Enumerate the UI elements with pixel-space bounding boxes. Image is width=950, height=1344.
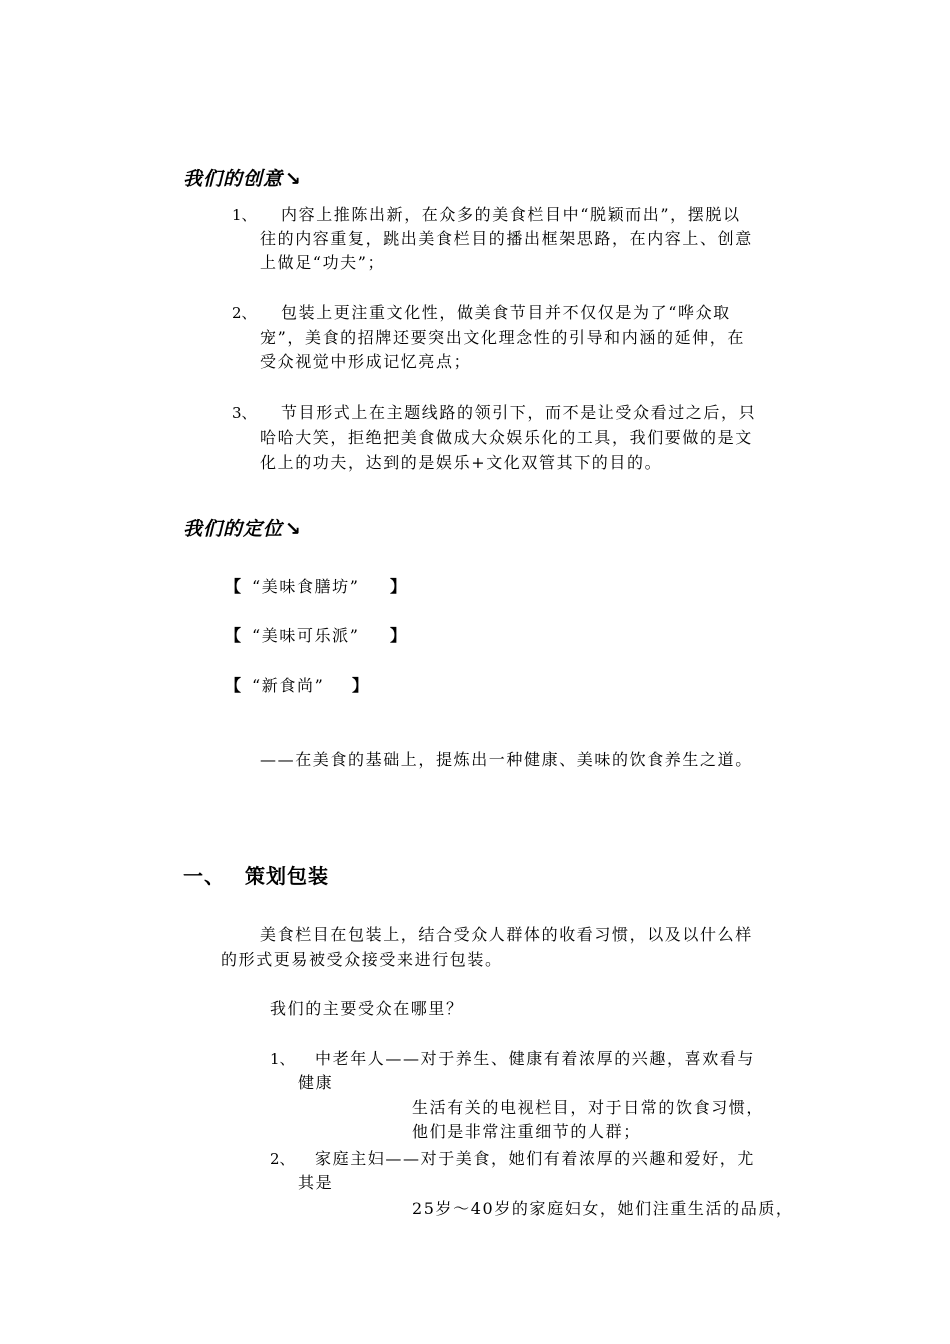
list-item-line: 宠”，美食的招牌还要突出文化理念性的引导和内涵的延伸，在 [260,328,745,347]
list-item-line: 上做足“功夫”； [260,253,386,272]
intro-line: 美食栏目在包装上，结合受众人群体的收看习惯，以及以什么样 [260,925,753,944]
audience-line: 健康 [298,1073,334,1092]
positioning-tagline: ——在美食的基础上，提炼出一种健康、美味的饮食养生之道。 [260,750,753,769]
program-name: “美味可乐派” [252,626,360,645]
close-bracket: 】 [390,626,408,645]
list-item-line: 受众视觉中形成记忆亮点； [260,352,472,371]
list-item-line: 内容上推陈出新，在众多的美食栏目中“脱颖而出”，摆脱以 [281,205,741,224]
list-item-line: 哈哈大笑，拒绝把美食做成大众娱乐化的工具，我们要做的是文 [260,428,753,447]
audience-line: 其是 [298,1173,334,1192]
audience-line: 生活有关的电视栏目，对于日常的饮食习惯， [412,1098,765,1117]
audience-line: 他们是非常注重细节的人群； [412,1122,641,1141]
close-bracket: 】 [390,577,408,596]
audience-line: 中老年人——对于养生、健康有着浓厚的兴趣，喜欢看与 [315,1049,756,1068]
intro-line: 的形式更易被受众接受来进行包装。 [221,950,503,969]
open-bracket: 【 [225,577,243,596]
list-number: 3、 [232,404,257,422]
list-item-line: 化上的功夫，达到的是娱乐+文化双管其下的目的。 [260,453,663,472]
creative-heading [183,164,302,191]
audience-line: 家庭主妇——对于美食，她们有着浓厚的兴趣和爱好，尤 [315,1149,756,1168]
positioning-heading [183,514,302,541]
program-name: “美味食膳坊” [252,577,360,596]
creative-heading-text: 我们的创意 [183,168,284,190]
audience-question: 我们的主要受众在哪里？ [270,999,464,1018]
arrow-icon: ↘ [285,518,302,540]
list-item-line: 往的内容重复，跳出美食栏目的播出框架思路，在内容上、创意 [260,229,753,248]
list-number: 1、 [270,1050,295,1068]
open-bracket: 【 [225,676,243,695]
close-bracket: 】 [352,676,370,695]
section-number: 一、 [183,864,225,888]
audience-line: 25岁～40岁的家庭妇女，她们注重生活的品质， [412,1199,794,1218]
section-title: 策划包装 [245,864,329,888]
program-name: “新食尚” [252,676,325,695]
list-number: 1、 [232,206,257,224]
list-number: 2、 [232,304,257,322]
list-item-line: 节目形式上在主题线路的领引下，而不是让受众看过之后，只 [281,403,757,422]
open-bracket: 【 [225,626,243,645]
arrow-icon: ↘ [285,168,302,190]
list-item-line: 包装上更注重文化性，做美食节目并不仅仅是为了“哗众取 [281,303,731,322]
list-number: 2、 [270,1150,295,1168]
positioning-heading-text: 我们的定位 [183,518,284,540]
